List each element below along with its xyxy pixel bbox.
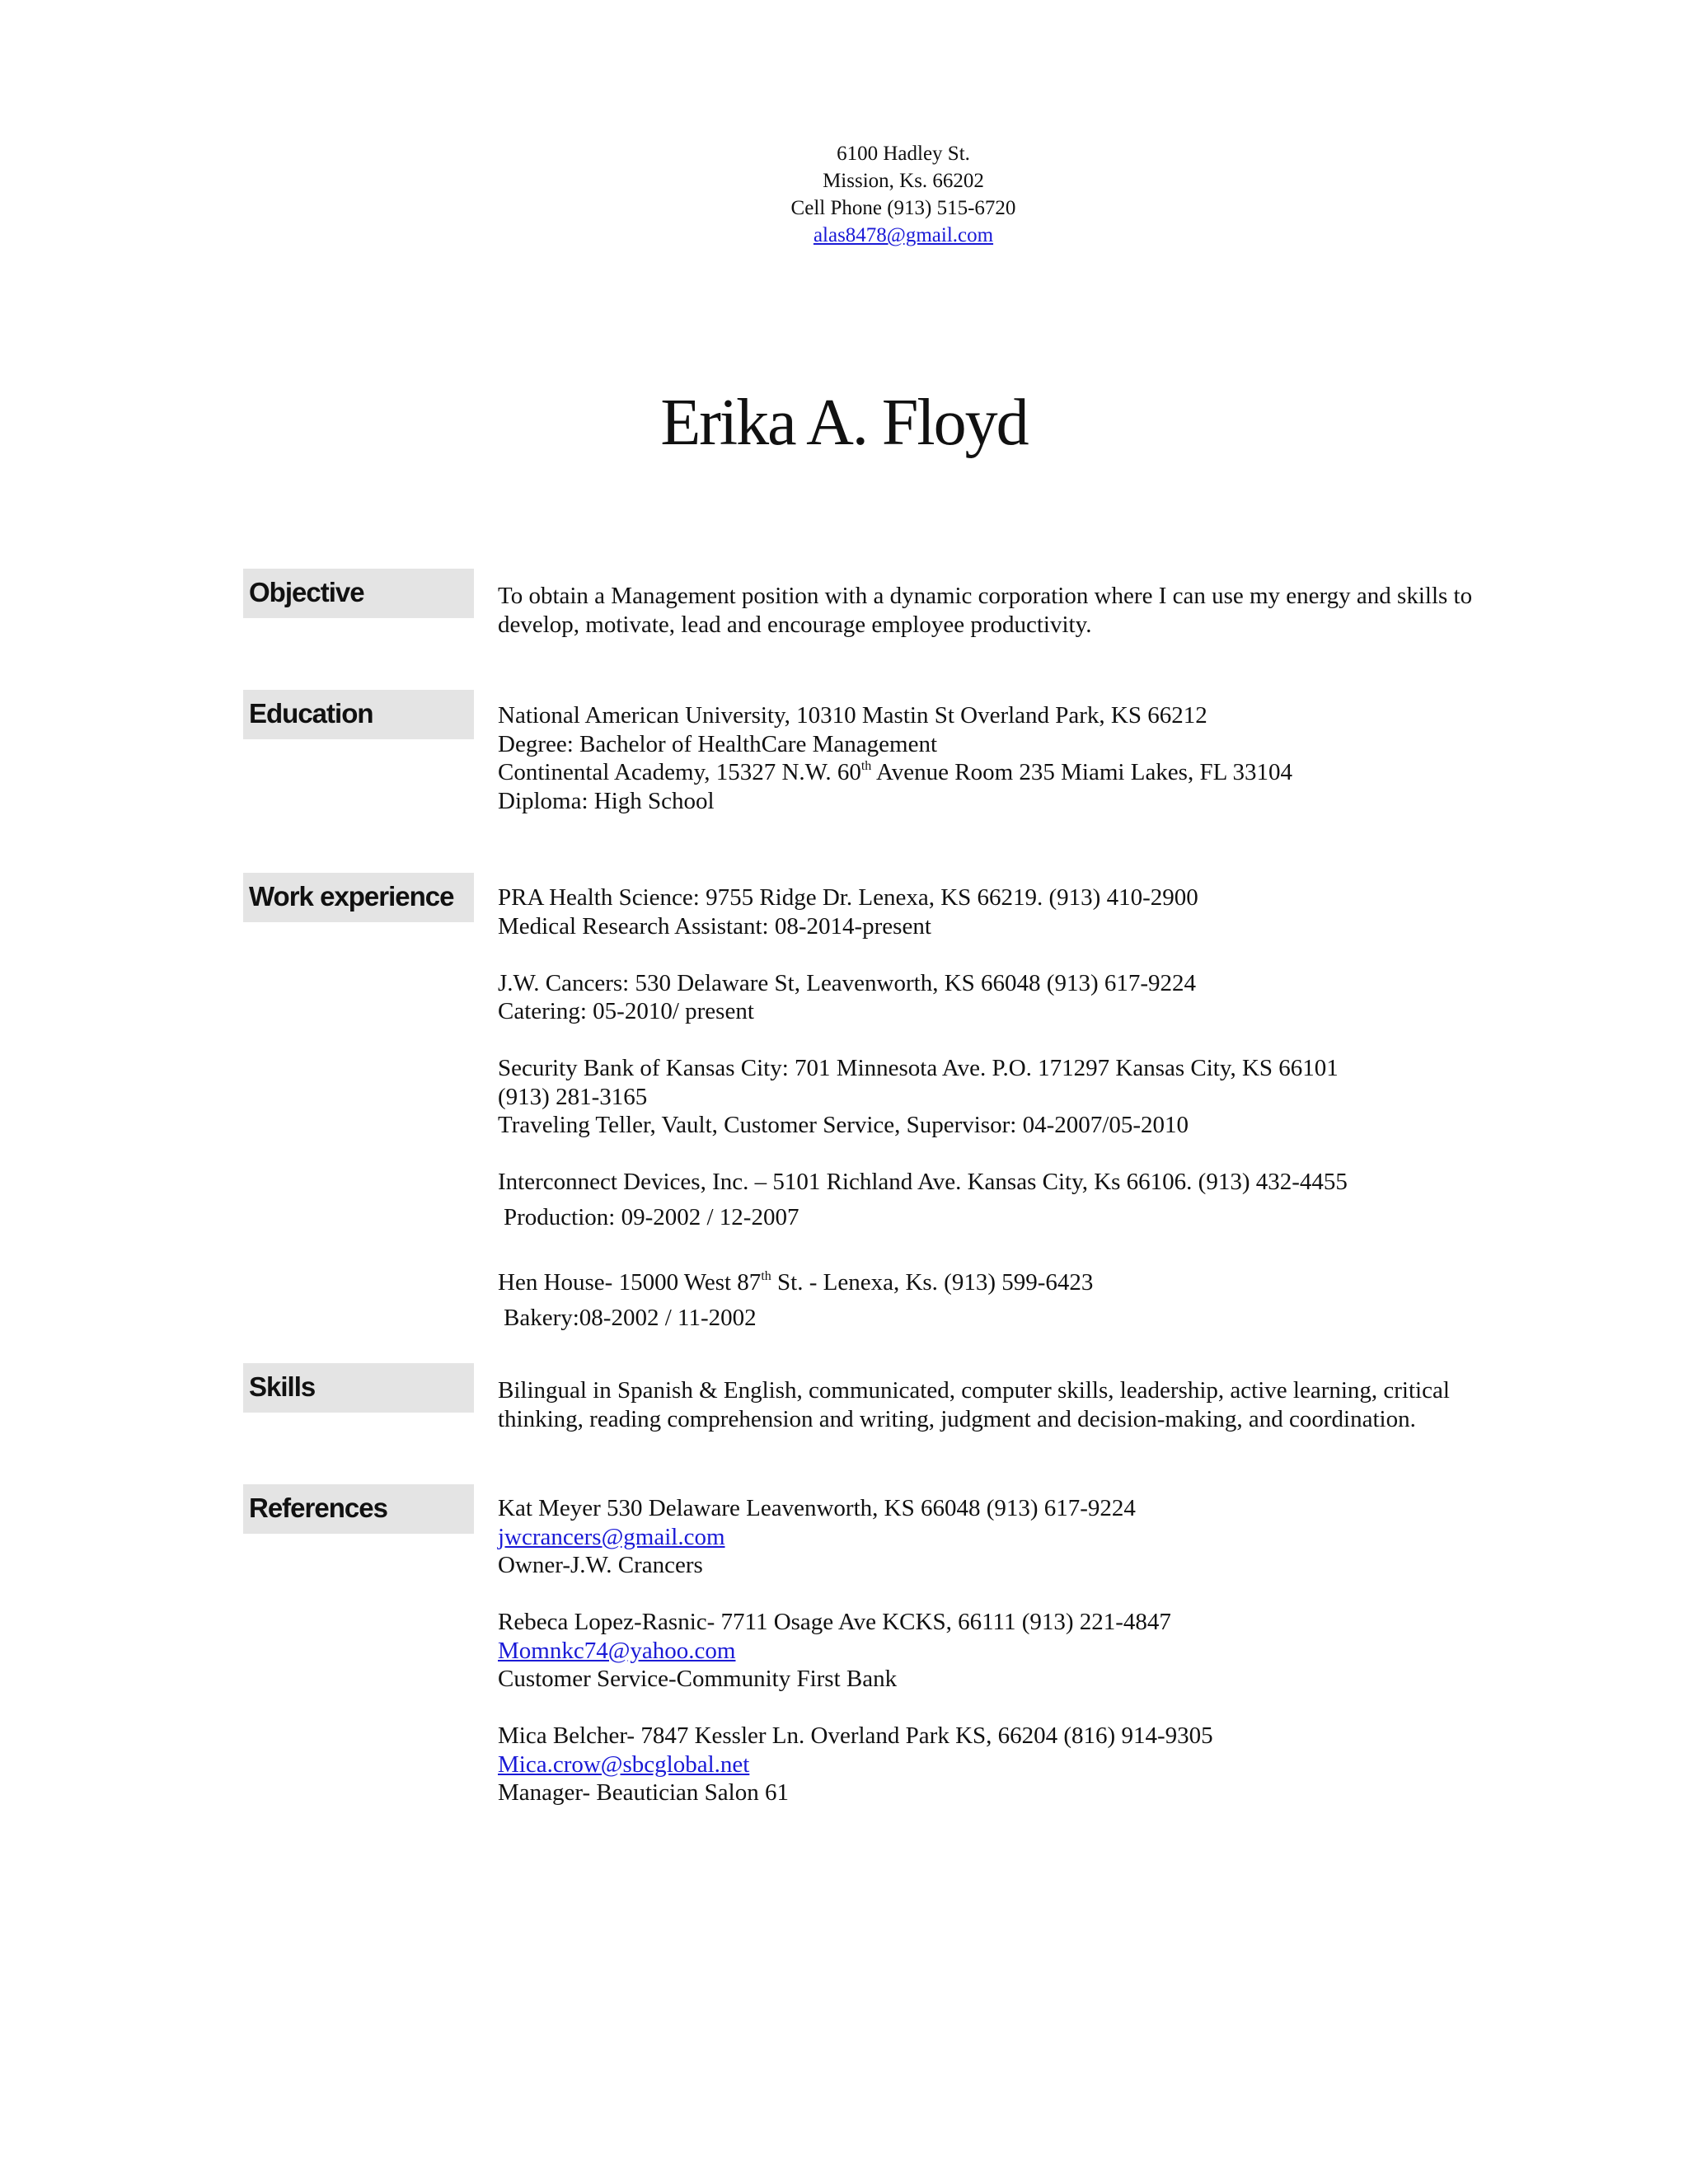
- reference-email-link[interactable]: Mica.crow@sbcglobal.net: [498, 1750, 750, 1778]
- section-label-skills: Skills: [243, 1363, 474, 1413]
- reference-email-link[interactable]: jwcrancers@gmail.com: [498, 1523, 725, 1550]
- job-line: J.W. Cancers: 530 Delaware St, Leavenworth, KS 66048 (913) 617-9224: [498, 969, 1197, 996]
- reference-line: Manager- Beautician Salon 61: [498, 1779, 789, 1806]
- section-label-references: References: [243, 1484, 474, 1534]
- reference-line: Owner-J.W. Crancers: [498, 1552, 703, 1578]
- job-line: Traveling Teller, Vault, Customer Service, Supervisor: 04-2007/05-2010: [498, 1112, 1189, 1138]
- education-line: Diploma: High School: [498, 787, 715, 814]
- contact-city: Mission, Ks. 66202: [823, 170, 984, 192]
- resume-name: Erika A. Floyd: [660, 387, 1028, 459]
- job-line: Catering: 05-2010/ present: [498, 998, 754, 1024]
- job-line: Bakery:08-2002 / 11-2002: [504, 1304, 757, 1331]
- job-line: Hen House- 15000 West 87th St. - Lenexa, Ks. (913) 599-6423: [498, 1269, 1094, 1296]
- job-line: Production: 09-2002 / 12-2007: [504, 1203, 799, 1230]
- section-label-work-experience: Work experience: [243, 873, 474, 922]
- job-line: Security Bank of Kansas City: 701 Minnesota Ave. P.O. 171297 Kansas City, KS 66101: [498, 1055, 1339, 1081]
- section-body-objective: [498, 582, 1512, 639]
- education-line: National American University, 10310 Mastin St Overland Park, KS 66212: [498, 702, 1207, 729]
- reference-line: Kat Meyer 530 Delaware Leavenworth, KS 66048 (913) 617-9224: [498, 1495, 1136, 1521]
- education-line: Degree: Bachelor of HealthCare Management: [498, 730, 938, 757]
- education-line: Continental Academy, 15327 N.W. 60th Avenue Room 235 Miami Lakes, FL 33104: [498, 759, 1292, 785]
- section-label-education: Education: [243, 690, 474, 739]
- reference-email-link[interactable]: Momnkc74@yahoo.com: [498, 1637, 736, 1664]
- job-line: Interconnect Devices, Inc. – 5101 Richland Ave. Kansas City, Ks 66106. (913) 432-4455: [498, 1169, 1348, 1195]
- reference-line: Mica Belcher- 7847 Kessler Ln. Overland Park KS, 66204 (816) 914-9305: [498, 1722, 1213, 1749]
- job-line: (913) 281-3165: [498, 1083, 648, 1110]
- contact-street: 6100 Hadley St.: [837, 143, 970, 165]
- objective-text: To obtain a Management position with a dynamic corporation where I can use my energy and skills to develop, motivate, lead and encourage employee productivity.: [498, 583, 1473, 638]
- reference-line: Rebeca Lopez-Rasnic- 7711 Osage Ave KCKS, 66111 (913) 221-4847: [498, 1609, 1171, 1635]
- section-body-skills: [498, 1376, 1512, 1433]
- contact-phone: Cell Phone (913) 515-6720: [790, 197, 1016, 219]
- contact-email-link[interactable]: alas8478@gmail.com: [813, 224, 994, 246]
- skills-text: Bilingual in Spanish & English, communicated, computer skills, leadership, active learning, critical thinking, reading comprehension and writing, judgment and decision-making, and coordination.: [498, 1377, 1450, 1432]
- section-label-objective: Objective: [243, 569, 474, 618]
- job-line: PRA Health Science: 9755 Ridge Dr. Lenexa, KS 66219. (913) 410-2900: [498, 884, 1198, 911]
- section-body-work-experience: [498, 883, 1512, 1332]
- contact-block: [0, 140, 1688, 249]
- reference-line: Customer Service-Community First Bank: [498, 1666, 898, 1692]
- job-line: Medical Research Assistant: 08-2014-present: [498, 912, 931, 940]
- section-body-education: [498, 701, 1512, 815]
- section-body-references: [498, 1494, 1512, 1807]
